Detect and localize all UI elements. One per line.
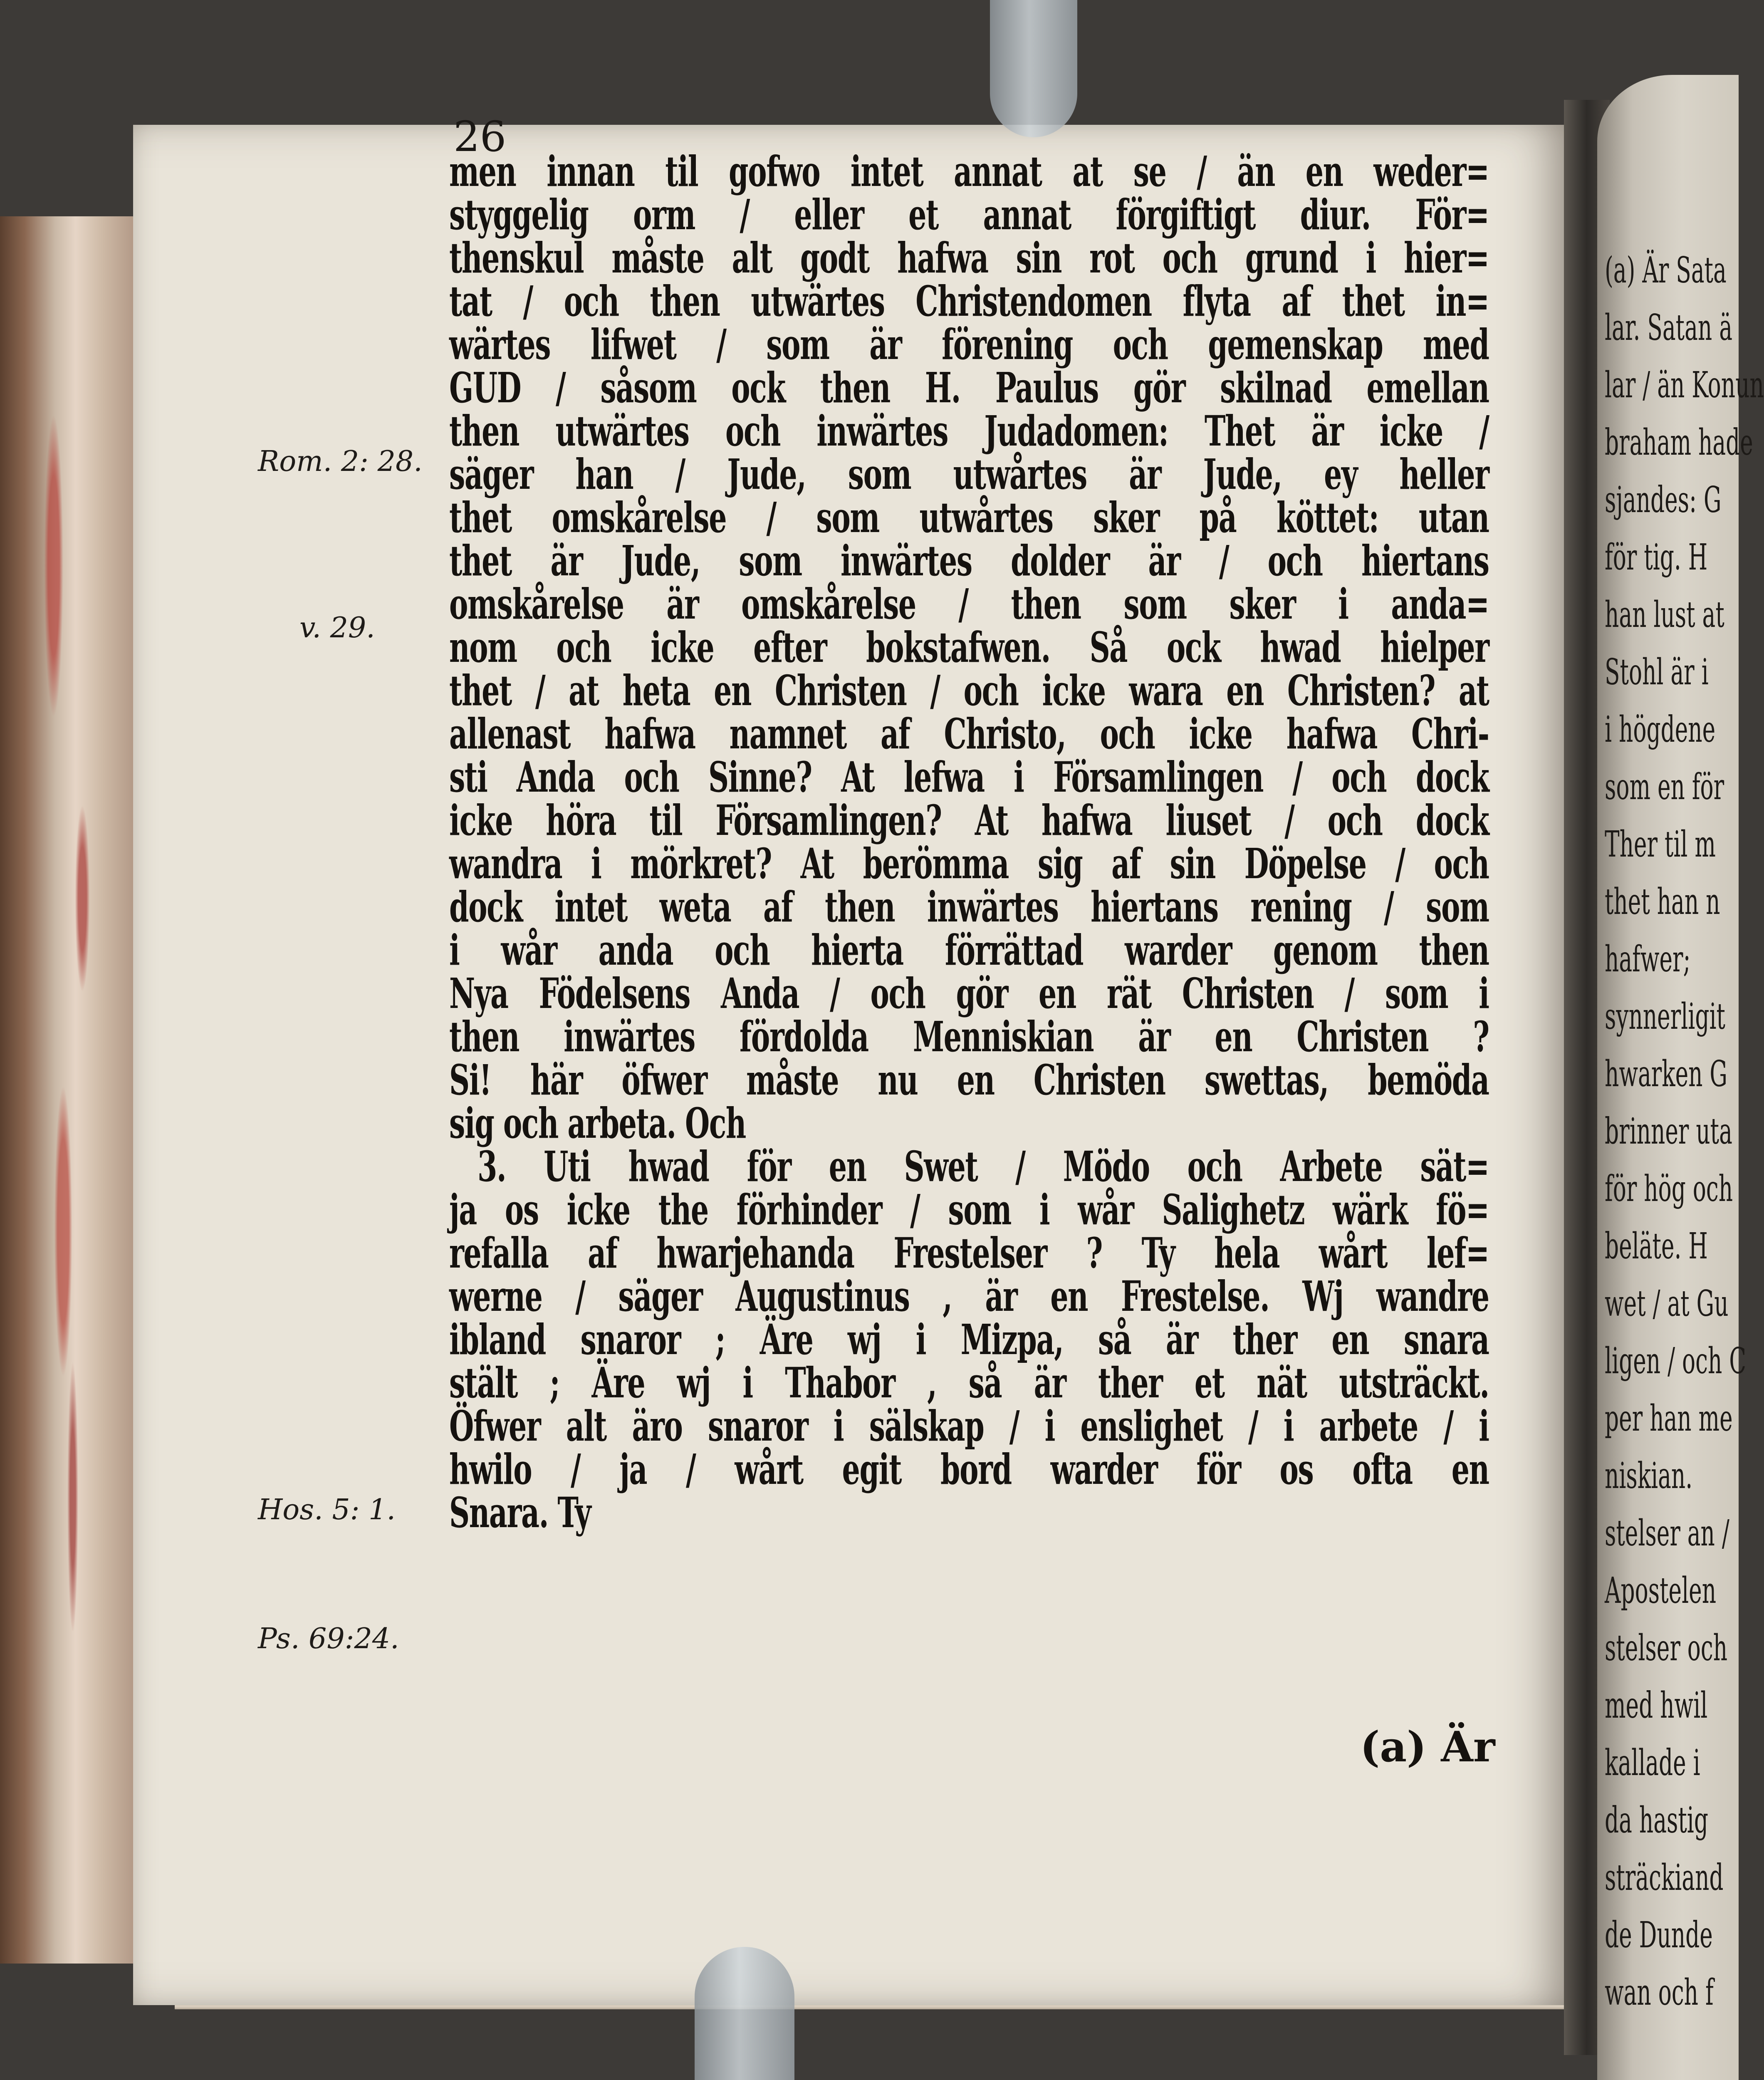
text-line: Nya Födelsens Anda / och gör en rät Christen / som i <box>449 969 1489 1018</box>
text-line: stält ; Äre wj i Thabor , så är ther et nät utsträckt. <box>449 1358 1489 1407</box>
margin-note: Rom. 2: 28. <box>258 445 423 478</box>
marbled-endpaper <box>25 300 121 1631</box>
facing-page-line: för hög och <box>1605 1168 1733 1210</box>
text-line: hwilo / ja / wårt egit bord warder för os ofta en <box>449 1445 1489 1494</box>
facing-page-line: som en för <box>1605 766 1724 808</box>
facing-page-line: stelser och <box>1605 1627 1728 1669</box>
margin-note: Ps. 69:24. <box>258 1622 399 1655</box>
text-line: styggelig orm / eller et annat förgiftigt diur. För= <box>449 190 1489 239</box>
facing-page-line: sträckiand <box>1605 1857 1724 1899</box>
text-line: then inwärtes fördolda Menniskian är en Christen ? <box>449 1012 1489 1061</box>
book-cover-edge <box>0 216 137 1964</box>
page-clip-bottom <box>695 1947 794 2080</box>
page-clip-top <box>990 0 1077 137</box>
facing-page-line: (a) Är Sata <box>1605 250 1727 291</box>
facing-page-line: braham hade <box>1605 422 1753 463</box>
text-line: thenskul måste alt godt hafwa sin rot och grund i hier= <box>449 233 1489 282</box>
text-line: Si! här öfwer måste nu en Christen swettas, bemöda <box>449 1055 1489 1104</box>
margin-note: v. 29. <box>299 612 375 644</box>
text-line: men innan til gofwo intet annat at se / än en weder= <box>449 147 1489 196</box>
facing-page-line: hwarken G <box>1605 1053 1728 1095</box>
text-line: ja os icke the förhinder / som i wår Salighetz wärk fö= <box>449 1185 1489 1234</box>
facing-page-line: Stohl är i <box>1605 651 1709 693</box>
facing-page-line: wet / at Gu <box>1605 1283 1729 1325</box>
text-line: refalla af hwarjehanda Frestelser ? Ty hela wårt lef= <box>449 1228 1489 1278</box>
text-line: werne / säger Augustinus , är en Frestelse. Wj wandre <box>449 1272 1489 1321</box>
facing-page-line: han lust at <box>1605 594 1724 636</box>
facing-page-line: Ther til m <box>1605 824 1716 865</box>
facing-page-line: synnerligit <box>1605 996 1725 1038</box>
text-line: 3. Uti hwad för en Swet / Mödo och Arbete sät= <box>477 1142 1489 1191</box>
text-line: sig och arbeta. Och <box>449 1099 746 1148</box>
facing-page-line: per han me <box>1605 1398 1733 1439</box>
text-line: Snara. Ty <box>449 1488 591 1537</box>
text-line: dock intet weta af then inwärtes hiertans rening / som <box>449 882 1489 931</box>
text-line: Öfwer alt äro snaror i sälskap / i enslighet / i arbete / i <box>449 1402 1489 1451</box>
text-line: i wår anda och hierta förrättad warder genom then <box>449 926 1489 975</box>
facing-page-line: brinner uta <box>1605 1111 1732 1152</box>
text-line: thet är Jude, som inwärtes dolder är / och hiertans <box>449 536 1489 585</box>
text-line: tat / och then utwärtes Christendomen flyta af thet in= <box>449 277 1489 326</box>
catchword: (a) Är <box>1360 1722 1495 1771</box>
text-line: sti Anda och Sinne? At lefwa i Församlingen / och dock <box>449 753 1489 802</box>
facing-page-line: niskian. <box>1605 1455 1693 1497</box>
page-number: 26 <box>453 112 507 161</box>
facing-page-line: för tig. H <box>1605 537 1708 578</box>
text-line: nom och icke efter bokstafwen. Så ock hwad hielper <box>449 623 1489 672</box>
facing-page-line: wan och f <box>1605 1972 1714 2013</box>
facing-page-line: de Dunde <box>1605 1914 1713 1956</box>
text-line: wandra i mörkret? At berömma sig af sin Döpelse / och <box>449 839 1489 888</box>
facing-page-line: thet han n <box>1605 881 1720 923</box>
text-line: icke höra til Församlingen? At hafwa liuset / och dock <box>449 796 1489 845</box>
facing-page-line: da hastig <box>1605 1800 1708 1841</box>
text-line: thet / at heta en Christen / och icke wara en Christen? at <box>449 666 1489 715</box>
text-line: säger han / Jude, som utwårtes är Jude, ey heller <box>449 450 1489 499</box>
text-line: wärtes lifwet / som är förening och gemenskap med <box>449 320 1489 369</box>
text-line: GUD / såsom ock then H. Paulus gör skilnad emellan <box>449 363 1489 412</box>
facing-page-line: med hwil <box>1605 1685 1708 1726</box>
facing-page-line: beläte. H <box>1605 1226 1708 1267</box>
facing-page-line: lar / än Konun <box>1605 364 1764 406</box>
text-line: allenast hafwa namnet af Christo, och icke hafwa Chri- <box>449 709 1489 758</box>
body-text <box>449 147 1489 1537</box>
facing-page-line: kallade i <box>1605 1742 1700 1784</box>
text-line: then utwärtes och inwärtes Judadomen: Thet är icke / <box>449 406 1489 456</box>
facing-page-line: ligen / och C <box>1605 1340 1747 1382</box>
facing-page-line: Apostelen <box>1605 1570 1717 1612</box>
text-line: ibland snaror ; Äre wj i Mizpa, så är ther en snara <box>449 1315 1489 1364</box>
facing-page-line: i högdene <box>1605 709 1716 750</box>
facing-page-line: stelser an / <box>1605 1513 1729 1554</box>
facing-page-line: lar. Satan ä <box>1605 307 1732 349</box>
text-line: omskårelse är omskårelse / then som sker i anda= <box>449 579 1489 629</box>
facing-page <box>1597 75 1764 2080</box>
margin-note: Hos. 5: 1. <box>258 1493 396 1526</box>
text-line: thet omskårelse / som utwårtes sker på köttet: utan <box>449 493 1489 542</box>
facing-page-line: hafwer; <box>1605 938 1691 980</box>
facing-page-line: sjandes: G <box>1605 479 1722 521</box>
